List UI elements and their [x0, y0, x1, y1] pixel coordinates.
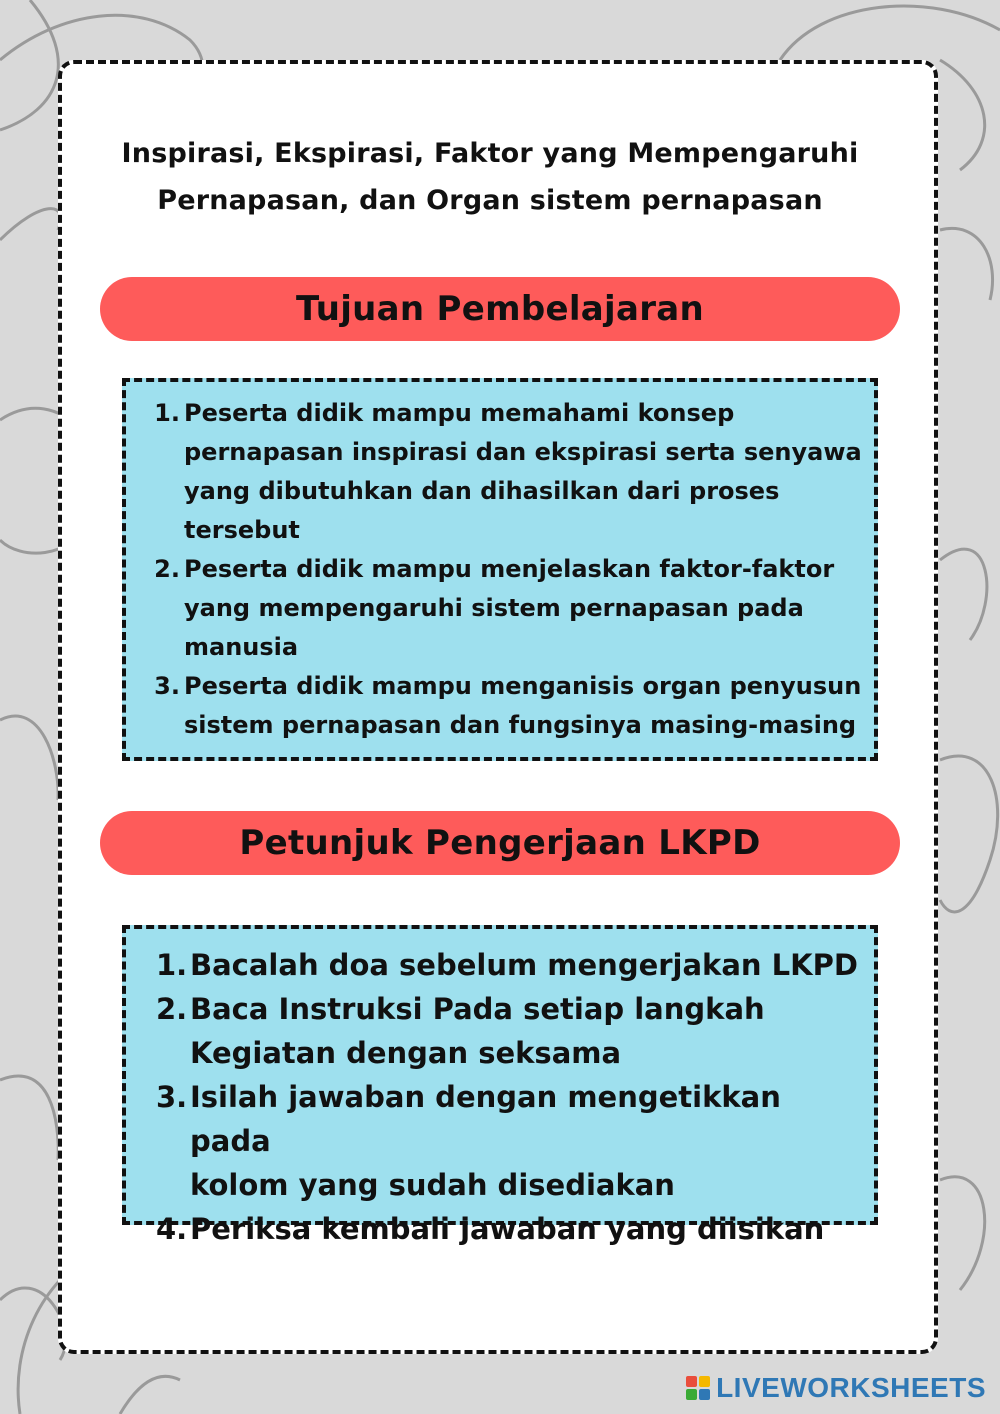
- list-line: Isilah jawaban dengan mengetikkan pada: [190, 1080, 781, 1158]
- list-number: 1.: [154, 399, 180, 427]
- list-number: 4.: [156, 1212, 188, 1246]
- page-title: [60, 130, 920, 224]
- list-item: [154, 667, 864, 745]
- list-number: 2.: [156, 992, 188, 1026]
- list-number: 3.: [156, 1080, 188, 1114]
- list-line: manusia: [184, 633, 299, 661]
- brand-name: LIVEWORKSHEETS: [716, 1372, 986, 1403]
- instructions-list: [156, 943, 860, 1251]
- list-line: tersebut: [184, 516, 300, 544]
- list-number: 3.: [154, 672, 180, 700]
- list-line: Baca Instruksi Pada setiap langkah: [190, 992, 765, 1026]
- learning-objectives-box: [122, 378, 878, 761]
- list-line: sistem pernapasan dan fungsinya masing-masing: [184, 711, 857, 739]
- list-line: Peserta didik mampu menganisis organ penyusun: [184, 672, 862, 700]
- learning-objectives-list: [154, 394, 864, 745]
- learning-objectives-heading: [100, 277, 900, 341]
- list-item: [156, 987, 860, 1075]
- title-line: Inspirasi, Ekspirasi, Faktor yang Mempengaruhi: [121, 138, 859, 169]
- list-line: pernapasan inspirasi dan ekspirasi serta senyawa: [184, 438, 862, 466]
- learning-objectives-heading-label: Tujuan Pembelajaran: [295, 289, 705, 329]
- list-line: Bacalah doa sebelum mengerjakan LKPD: [190, 948, 858, 982]
- list-line: Periksa kembali jawaban yang diisikan: [190, 1212, 825, 1246]
- list-item: [156, 943, 860, 987]
- list-line: kolom yang sudah disediakan: [190, 1168, 675, 1202]
- list-line: yang mempengaruhi sistem pernapasan pada: [184, 594, 804, 622]
- instructions-heading-label: Petunjuk Pengerjaan LKPD: [239, 823, 761, 863]
- list-item: [156, 1075, 860, 1207]
- instructions-box: [122, 925, 878, 1246]
- instructions-heading: [100, 811, 900, 875]
- title-line: Pernapasan, dan Organ sistem pernapasan: [157, 185, 823, 216]
- liveworksheets-logo-icon: [686, 1376, 710, 1400]
- list-line: Peserta didik mampu memahami konsep: [184, 399, 735, 427]
- list-item: [156, 1207, 860, 1251]
- list-line: yang dibutuhkan dan dihasilkan dari proses: [184, 477, 780, 505]
- list-number: 1.: [156, 948, 188, 982]
- list-item: [154, 394, 864, 550]
- liveworksheets-brand[interactable]: [686, 1370, 986, 1406]
- list-number: 2.: [154, 555, 180, 583]
- list-line: Peserta didik mampu menjelaskan faktor-faktor: [184, 555, 835, 583]
- list-line: Kegiatan dengan seksama: [190, 1036, 622, 1070]
- list-item: [154, 550, 864, 667]
